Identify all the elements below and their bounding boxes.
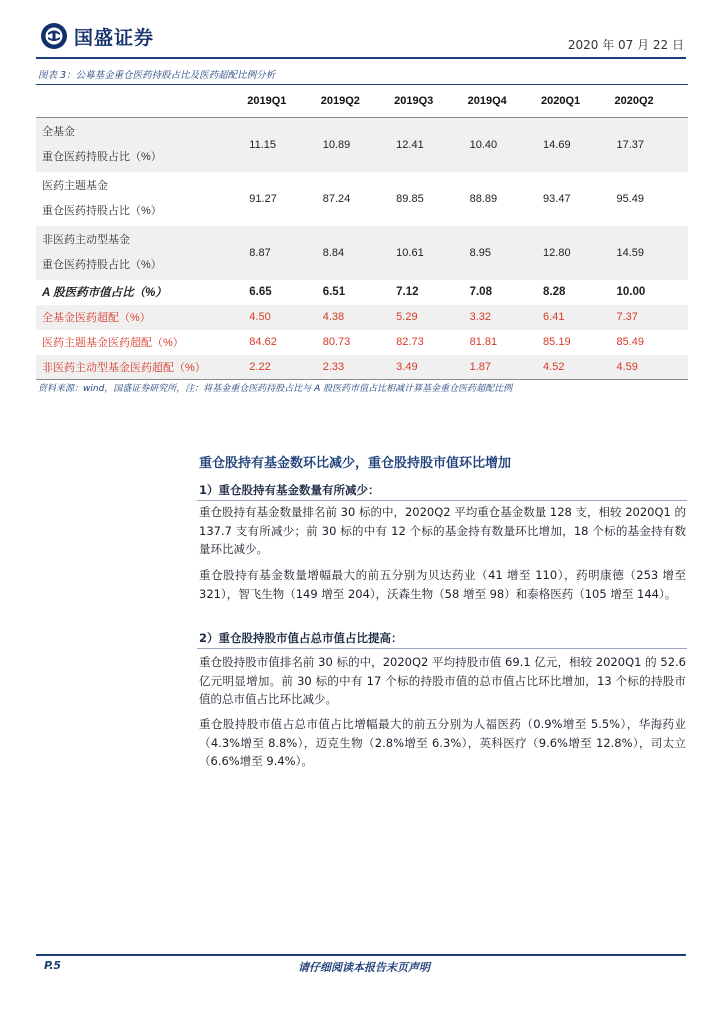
table-cell: 87.24 <box>322 192 351 205</box>
row-label: 全基金医药超配（%） <box>42 312 151 324</box>
footer-disclaimer: 请仔细阅读本报告末页声明 <box>298 961 430 974</box>
table-cell: 7.12 <box>396 286 419 298</box>
table-cell: 12.41 <box>396 138 424 151</box>
table-cell: 81.81 <box>469 336 498 348</box>
column-header: 2020Q1 <box>541 85 614 118</box>
subheading-fund-count: 1）重仓股持有基金数量有所减少： <box>199 483 380 497</box>
row-label-line: 全基金 <box>42 125 75 138</box>
table-header-row <box>36 85 688 118</box>
table-cell: 1.87 <box>468 355 541 380</box>
logo-icon <box>40 22 68 50</box>
table-cell: 10.61 <box>396 246 424 259</box>
table-cell: 12.80 <box>543 246 571 259</box>
paragraph: 重仓股持股市值占总市值占比增幅最大的前五分别为人福医药（0.9%增至 5.5%），华海药业（4.3%增至 8.8%），迈克生物（2.8%增至 6.3%），英科医疗（9.6%增至 12.8%），司太立（6.6%增至 9.4%）。 <box>199 717 686 768</box>
table-cell: 3.49 <box>394 355 467 380</box>
row-label-line: 重仓医药持股占比（%） <box>42 150 162 163</box>
table-row <box>36 305 688 330</box>
table-cell: 17.37 <box>616 138 644 151</box>
row-label-line: 重仓医药持股占比（%） <box>42 258 162 271</box>
figure-caption: 图表 3：公募基金重仓医药持股占比及医药超配比例分析 <box>38 70 276 81</box>
brand-logo <box>40 22 154 50</box>
table-cell: 10.00 <box>616 286 646 298</box>
table-cell: 8.95 <box>469 246 492 259</box>
table-cell: 5.29 <box>396 311 418 323</box>
table-cell: 93.47 <box>543 192 571 205</box>
row-label: 医药主题基金医药超配（%） <box>42 337 184 349</box>
table-cell: 7.08 <box>469 286 492 298</box>
data-table <box>36 84 688 380</box>
table-row <box>36 226 688 280</box>
header-divider <box>36 57 686 59</box>
subheading-market-value: 2）重仓股持股市值占总市值占比提高： <box>199 631 403 645</box>
table-cell: 6.41 <box>543 311 565 323</box>
brand-name: 国盛证券 <box>74 26 155 49</box>
table-cell: 11.15 <box>249 138 276 151</box>
column-header: 2019Q2 <box>321 85 394 118</box>
table-cell: 82.73 <box>396 336 424 348</box>
table-cell: 2.33 <box>321 355 394 380</box>
table-cell: 95.49 <box>616 192 644 205</box>
table-cell: 4.59 <box>614 355 688 380</box>
page-number: P.5 <box>44 959 62 972</box>
table-row <box>36 330 688 355</box>
column-header: 2019Q4 <box>468 85 541 118</box>
table-source-note: 资料来源：wind，国盛证券研究所，注：将基金重仓医药持股占比与 A 股医药市值占比相减计算基金重仓医药超配比例 <box>38 384 513 394</box>
table-cell: 85.19 <box>543 336 571 348</box>
column-header: 2019Q3 <box>394 85 467 118</box>
paragraph: 重仓股持有基金数量增幅最大的前五分别为贝达药业（41 增至 110），药明康德（253 增至 321），智飞生物（149 增至 204），沃森生物（58 增至 98）和泰格医药（105 增至 144）。 <box>199 568 686 601</box>
table-cell: 14.59 <box>616 246 644 259</box>
table-cell: 2.22 <box>247 355 320 380</box>
table-row <box>36 172 688 226</box>
table-cell: 10.40 <box>469 138 498 151</box>
table-cell: 6.65 <box>249 286 272 298</box>
footer-divider <box>36 954 686 956</box>
table-cell: 6.51 <box>322 286 346 298</box>
row-label <box>36 226 247 280</box>
table-cell: 89.85 <box>396 192 424 205</box>
row-label-line: 医药主题基金 <box>42 179 108 192</box>
table-cell: 4.52 <box>541 355 614 380</box>
report-date: 2020 年 07 月 22 日 <box>567 38 684 52</box>
column-header: 2019Q1 <box>247 85 320 118</box>
table-cell: 3.32 <box>469 311 492 323</box>
table-cell: 7.37 <box>616 311 638 323</box>
subheading-divider <box>197 500 687 501</box>
table-cell: 80.73 <box>322 336 351 348</box>
table-cell: 10.89 <box>322 138 351 151</box>
table-cell: 14.69 <box>543 138 571 151</box>
row-label-line: 非医药主动型基金 <box>42 233 130 246</box>
paragraph: 重仓股持有基金数量排名前 30 标的中，2020Q2 平均重仓基金数量 128 支，相较 2020Q1 的 137.7 支有所减少；前 30 标的中有 12 个标的基金持有数量环比增加，18 个标的基金持有数量环比减少。 <box>199 505 686 556</box>
table-cell: 4.50 <box>249 311 271 323</box>
table-cell: 88.89 <box>469 192 498 205</box>
row-label-line: 重仓医药持股占比（%） <box>42 204 162 217</box>
row-label: 非医药主动型基金医药超配（%） <box>36 355 247 380</box>
table-cell: 8.84 <box>322 246 345 259</box>
table-cell: 85.49 <box>616 336 644 348</box>
column-header <box>36 85 247 118</box>
table-cell: 8.28 <box>543 286 566 298</box>
subheading-divider <box>197 648 687 649</box>
row-label: A 股医药市值占比（%） <box>42 287 167 299</box>
row-label <box>36 118 247 172</box>
table-cell: 4.38 <box>322 311 345 323</box>
table-cell: 84.62 <box>249 336 277 348</box>
table-row <box>36 118 688 172</box>
section-title: 重仓股持有基金数环比减少，重仓股持股市值环比增加 <box>199 456 512 471</box>
column-header: 2020Q2 <box>614 85 688 118</box>
paragraph: 重仓股持股市值排名前 30 标的中，2020Q2 平均持股市值 69.1 亿元，相较 2020Q1 的 52.6 亿元明显增加。前 30 标的中有 17 个标的持股市值的总市值占比环比增加，13 个标的持股市值的总市值占比环比减少。 <box>199 655 686 706</box>
table-cell: 8.87 <box>249 246 271 259</box>
table-row <box>36 280 688 305</box>
table-row <box>36 355 688 380</box>
row-label <box>36 172 247 226</box>
table-cell: 91.27 <box>249 192 277 205</box>
